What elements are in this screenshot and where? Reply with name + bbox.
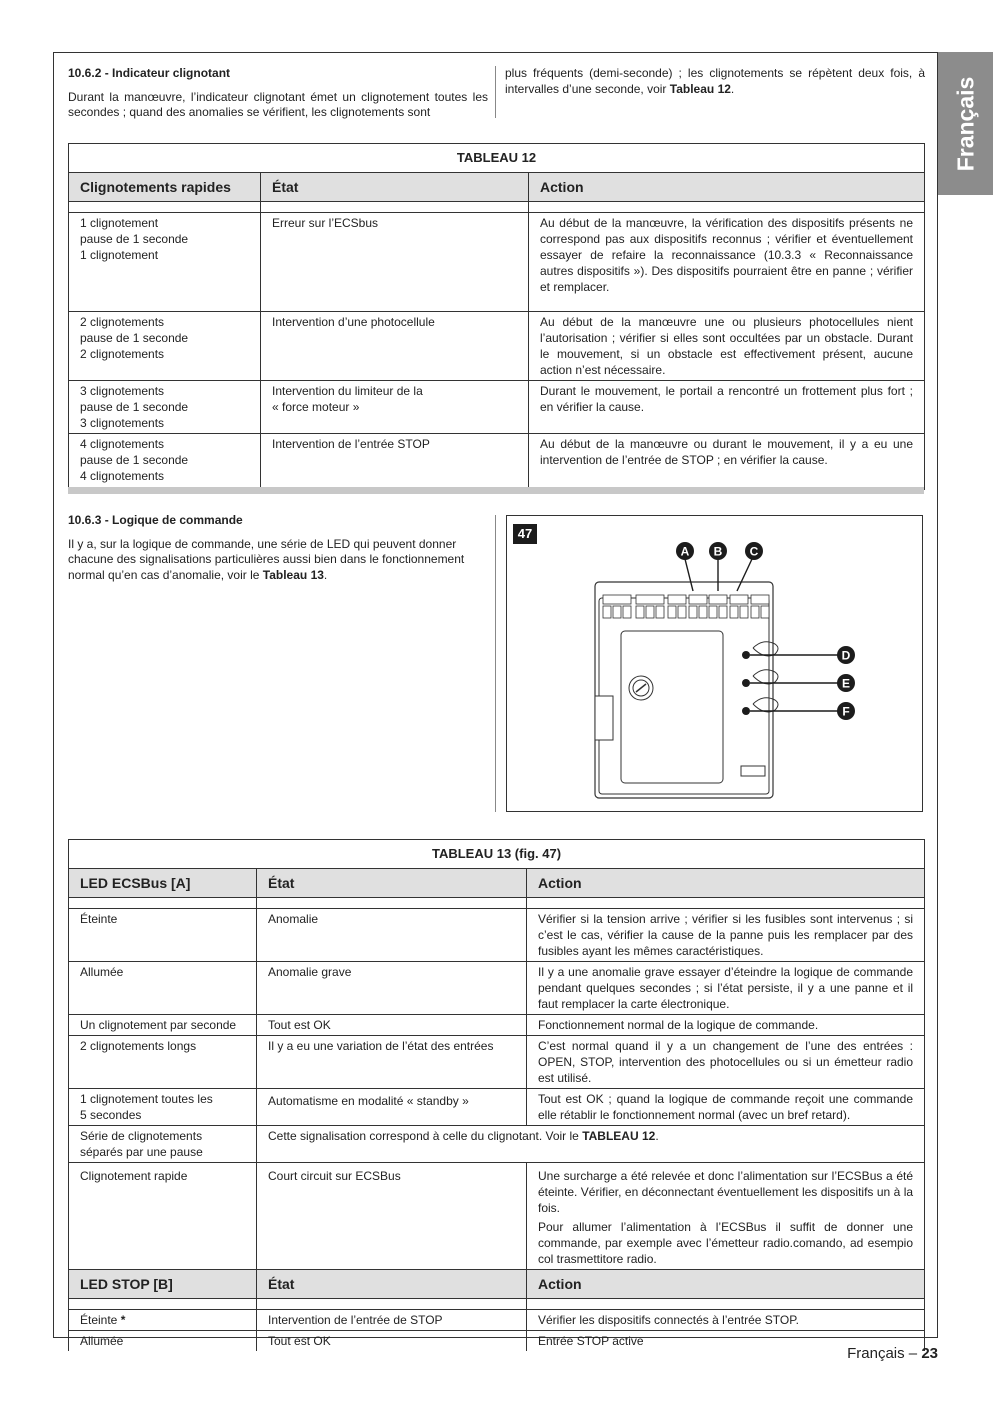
table-cell: Intervention de l’entrée de STOP	[257, 1310, 527, 1331]
table-cell: Anomalie	[257, 909, 527, 962]
table-cell: 4 clignotements pause de 1 seconde 4 clignotements	[69, 434, 261, 490]
table-cell: Un clignotement par seconde	[69, 1015, 257, 1036]
footer-language: Français –	[847, 1345, 922, 1362]
cell-text: Éteinte	[80, 1313, 118, 1327]
table-cell: Il y a eu une variation de l’état des entrées	[257, 1036, 527, 1089]
merged-text-pre: Cette signalisation correspond à celle du clignotant. Voir le	[268, 1129, 579, 1143]
table-cell: Intervention du limiteur de la « force moteur »	[261, 381, 529, 434]
language-tab	[938, 52, 993, 195]
tableau-13-header-b-3: Action	[527, 1270, 925, 1299]
table-row	[69, 909, 925, 962]
table-cell: Allumée	[69, 1331, 257, 1352]
table-cell: Erreur sur l’ECSbus	[261, 213, 529, 312]
callout-b: B	[713, 544, 723, 559]
text-right-post: .	[730, 81, 735, 96]
tableau-13-header-a-2: État	[257, 869, 527, 898]
callout-e: E	[841, 676, 851, 691]
table-row	[69, 1126, 925, 1163]
section-separator-bar	[68, 487, 924, 494]
table-cell: Fonctionnement normal de la logique de commande.	[527, 1015, 925, 1036]
section-10-6-3	[68, 513, 488, 583]
table-cell: Au début de la manœuvre une ou plusieurs photocellules nient l’autorisation ; vérifier si elles sont occultées par un obstacle. Durant le mouvement, si un obstacle est effectivement présent, aucune action n’est nécessaire.	[529, 312, 925, 381]
tableau-13-header-a-3: Action	[527, 869, 925, 898]
table-cell	[257, 1126, 925, 1163]
tableau-12-header-1: Clignotements rapides	[69, 173, 261, 202]
section-10-6-2-text-right	[505, 66, 925, 97]
table-cell: Tout est OK	[257, 1331, 527, 1352]
table-row	[69, 1089, 925, 1126]
table-row	[69, 1310, 925, 1331]
tableau-13-reference: Tableau 13	[262, 567, 324, 582]
table-cell: C’est normal quand il y a un changement de l’une des entrées : OPEN, STOP, intervention des photocellules ou si un émetteur radio est utilisé.	[527, 1036, 925, 1089]
table-cell: Clignotement rapide	[69, 1163, 257, 1270]
table-cell: Automatisme en modalité « standby »	[257, 1089, 527, 1126]
tableau-13-caption: TABLEAU 13 (fig. 47)	[69, 840, 925, 869]
table-cell: Intervention de l’entrée STOP	[261, 434, 529, 490]
table-cell: Tout est OK	[257, 1015, 527, 1036]
table-cell: Entrée STOP active	[527, 1331, 925, 1352]
table-cell: Court circuit sur ECSBus	[257, 1163, 527, 1270]
callout-d: D	[841, 648, 851, 663]
tableau-13-header-b-1: LED STOP [B]	[69, 1270, 257, 1299]
column-divider-2	[495, 515, 496, 812]
tableau-12-header-2: État	[261, 173, 529, 202]
table-cell: Au début de la manœuvre, la vérification des dispositifs présents ne correspond pas aux dispositifs reconnus ; vérifier et éventuellement essayer de refaire la reconnaissance (10.3.3 « Reconnaissance autres dispositifs »). Des dispositifs pourraient être en panne ; vérifier et remplacer.	[529, 213, 925, 312]
table-cell: 2 clignotements longs	[69, 1036, 257, 1089]
table-cell: Éteinte	[69, 909, 257, 962]
table-cell	[69, 1310, 257, 1331]
page-footer	[847, 1345, 938, 1362]
figure-number: 47	[513, 524, 537, 544]
table-row	[69, 381, 925, 434]
table-cell: Intervention d’une photocellule	[261, 312, 529, 381]
column-divider-1	[495, 66, 496, 118]
table-cell: 1 clignotement pause de 1 seconde 1 clignotement	[69, 213, 261, 312]
tableau-13-header-b-2: État	[257, 1270, 527, 1299]
section-10-6-2-title: 10.6.2 - Indicateur clignotant	[68, 66, 231, 80]
merged-text-post: .	[655, 1129, 659, 1143]
section-10-6-3-text-post: .	[323, 567, 328, 582]
table-cell: Il y a une anomalie grave essayer d’éteindre la logique de commande pendant quelques secondes ; si l’état persiste, il y a une panne et il faut remplacer la carte électronique.	[527, 962, 925, 1015]
table-row	[69, 312, 925, 381]
section-10-6-3-text	[68, 537, 488, 584]
section-10-6-2-text-left: Durant la manœuvre, l’indicateur clignotant émet un clignotement toutes les secondes ; quand des anomalies se vérifient, les clignotements sont	[68, 89, 488, 119]
cell-paragraph-1: Une surcharge a été relevée et donc l’alimentation sur l’ECSBus a été éteinte. Vérifier, en déconnectant éventuellement les dispositifs un à la fois.	[538, 1169, 914, 1215]
table-cell: Série de clignotements séparés par une pause	[69, 1126, 257, 1163]
footnote-asterisk: *	[120, 1313, 126, 1327]
table-row	[69, 434, 925, 490]
figure-47	[506, 515, 923, 812]
text-right-pre: plus fréquents (demi-seconde) ; les clignotements se répètent deux fois, à intervalles d’une seconde, voir	[505, 66, 925, 96]
page-number: 23	[921, 1345, 938, 1362]
table-cell	[527, 1163, 925, 1270]
control-board-drawing	[507, 516, 922, 811]
table-cell: Tout est OK ; quand la logique de commande reçoit une commande elle rétablir le fonctionnement normal (avec un bref retard).	[527, 1089, 925, 1126]
section-10-6-3-title: 10.6.3 - Logique de commande	[68, 513, 243, 527]
table-cell: Anomalie grave	[257, 962, 527, 1015]
table-cell: Allumée	[69, 962, 257, 1015]
table-row	[69, 962, 925, 1015]
tableau-12-header-3: Action	[529, 173, 925, 202]
table-row	[69, 1331, 925, 1352]
table-cell: Durant le mouvement, le portail a rencontré un frottement plus fort ; en vérifier la cause.	[529, 381, 925, 434]
table-cell: Vérifier les dispositifs connectés à l’entrée STOP.	[527, 1310, 925, 1331]
table-row	[69, 1015, 925, 1036]
language-tab-label: Français	[952, 76, 978, 171]
table-row	[69, 213, 925, 312]
tableau-12	[68, 143, 925, 490]
tableau-13	[68, 839, 925, 1351]
section-10-6-2-left	[68, 66, 488, 121]
table-cell: 1 clignotement toutes les 5 secondes	[69, 1089, 257, 1126]
table-row	[69, 1036, 925, 1089]
table-cell: Vérifier si la tension arrive ; vérifier si les fusibles sont intervenus ; si c’est le cas, vérifier la cause de la panne puis les remplacer par des fusibles ayant les mêmes caractéristiques.	[527, 909, 925, 962]
tableau-12-reference: Tableau 12	[669, 81, 731, 96]
cell-paragraph-2: Pour allumer l’alimentation à l’ECSBus il suffit de donner une commande, par exemple avec l’émetteur radio.comando, ad esempio col trasmettitore radio.	[538, 1220, 914, 1266]
section-10-6-3-text-pre: Il y a, sur la logique de commande, une série de LED qui peuvent donner chacune des signalisations particulières aussi bien dans le fonctionnement normal qu’en cas d’anomalie, voir le	[68, 536, 465, 582]
tableau-12-reference-2: TABLEAU 12	[582, 1129, 656, 1143]
tableau-13-header-a-1: LED ECSBus [A]	[69, 869, 257, 898]
table-cell: 2 clignotements pause de 1 seconde 2 clignotements	[69, 312, 261, 381]
callout-a: A	[680, 544, 690, 559]
table-cell: 3 clignotements pause de 1 seconde 3 clignotements	[69, 381, 261, 434]
table-cell: Au début de la manœuvre ou durant le mouvement, il y a eu une intervention de l’entrée de STOP ; en vérifier la cause.	[529, 434, 925, 490]
callout-f: F	[842, 704, 850, 719]
table-row	[69, 1163, 925, 1270]
section-10-6-2-right	[505, 66, 925, 97]
tableau-12-caption: TABLEAU 12	[69, 144, 925, 173]
callout-c: C	[749, 544, 759, 559]
